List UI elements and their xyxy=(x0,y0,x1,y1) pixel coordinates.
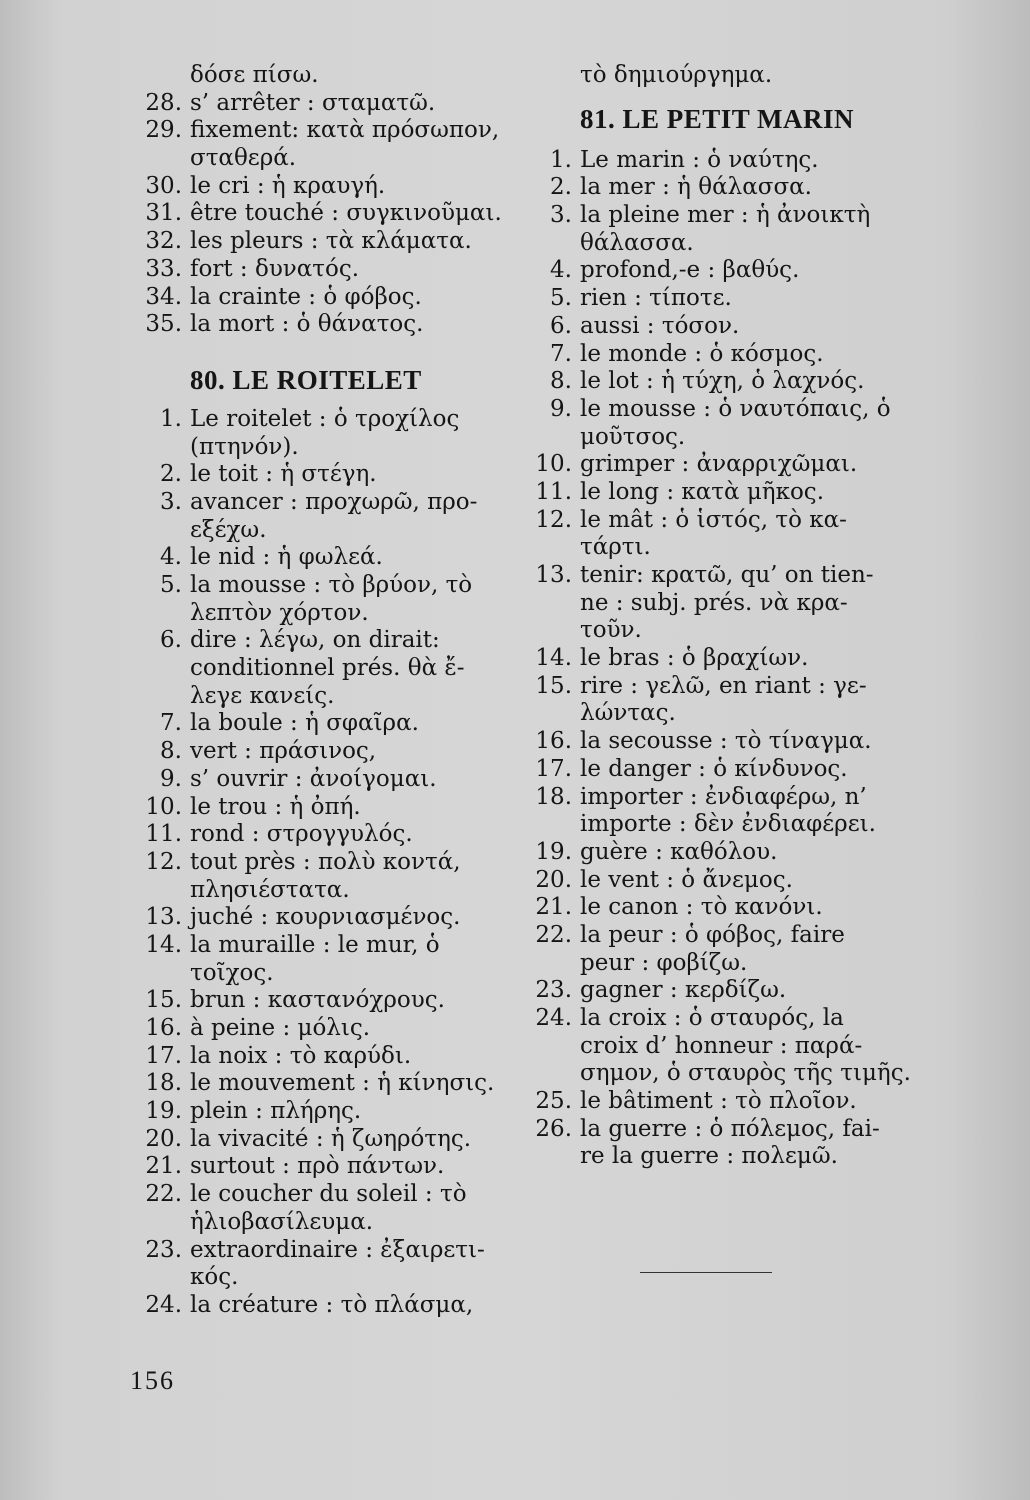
entry-continuation: δόσε πίσω. xyxy=(190,62,319,88)
vocab-line xyxy=(128,627,498,655)
entry-number: 9. xyxy=(160,765,182,792)
entry-number: 33. xyxy=(145,255,182,282)
entry-continuation: λεγε κανείς. xyxy=(190,682,335,709)
entry-text: le monde : ὁ κόσμος. xyxy=(580,340,824,367)
entry-text: la mort : ὁ θάνατος. xyxy=(190,311,424,338)
left-column xyxy=(128,62,502,1320)
vocab-line xyxy=(518,424,888,452)
entry-text: vert : πράσινος, xyxy=(190,738,377,765)
vocab-line xyxy=(128,960,498,988)
entry-continuation: croix d’ honneur : παρά- xyxy=(580,1032,863,1059)
entry-number: 1. xyxy=(550,146,572,173)
vocab-line xyxy=(128,145,498,173)
entry-text: surtout : πρὸ πάντων. xyxy=(190,1153,445,1180)
entry-number: 1. xyxy=(160,405,182,432)
entry-text: être touché : συγκινοῦμαι. xyxy=(190,200,502,227)
vocab-line xyxy=(128,228,498,256)
entry-number: 24. xyxy=(535,1005,572,1031)
vocab-line xyxy=(518,645,888,673)
entry-number: 21. xyxy=(535,894,572,921)
entry-number: 34. xyxy=(145,283,182,310)
vocab-line xyxy=(518,673,888,701)
vocab-line xyxy=(128,877,498,905)
vocab-line xyxy=(128,200,502,228)
vocab-line xyxy=(518,174,888,202)
entry-text: le canon : τὸ κανόνι. xyxy=(580,894,823,921)
entry-number: 12. xyxy=(535,506,572,533)
entry-continuation: εξέχω. xyxy=(190,516,267,543)
entry-text: profond,-e : βαθύς. xyxy=(580,257,800,284)
vocab-line xyxy=(128,90,498,118)
vocab-line xyxy=(518,479,888,507)
entry-number: 24. xyxy=(145,1291,182,1318)
entry-continuation: σημον, ὁ σταυρὸς τῆς τιμῆς. xyxy=(580,1060,911,1087)
vocab-line xyxy=(128,544,498,572)
entry-text: le lot : ἡ τύχη, ὁ λαχνός. xyxy=(580,368,865,395)
entry-text: la muraille : le mur, ὁ xyxy=(190,931,440,958)
entry-text: Le roitelet : ὁ τροχίλος xyxy=(190,405,460,432)
entry-text: fixement: κατὰ πρόσωπον, xyxy=(190,117,500,144)
vocab-line xyxy=(518,756,888,784)
entry-text: le bâtiment : τὸ πλοῖον. xyxy=(580,1088,857,1115)
entry-text: le toit : ἡ στέγη. xyxy=(190,461,377,488)
vocab-line xyxy=(128,1015,498,1043)
entry-number: 18. xyxy=(535,783,572,810)
vocab-list-81 xyxy=(518,146,911,1171)
entry-text: le danger : ὁ κίνδυνος. xyxy=(580,755,848,782)
entry-continuation: τοῖχος. xyxy=(190,959,274,986)
section-heading-80: 80. LE ROITELET xyxy=(190,364,422,395)
vocab-line xyxy=(128,1153,498,1181)
entry-text: aussi : τόσον. xyxy=(580,312,740,339)
entry-number: 17. xyxy=(535,755,572,782)
entry-continuation: τοῦν. xyxy=(580,617,642,644)
vocab-line xyxy=(128,987,498,1015)
entry-text: extraordinaire : ἐξαιρετι- xyxy=(190,1236,485,1263)
vocab-line xyxy=(128,406,498,434)
entry-text: les pleurs : τὰ κλάματα. xyxy=(190,228,472,255)
vocab-line xyxy=(128,572,498,600)
page-number: 156 xyxy=(130,1366,175,1395)
vocab-line xyxy=(128,794,498,822)
vocab-line xyxy=(128,655,498,683)
entry-continuation: μοῦτσος. xyxy=(580,423,686,450)
entry-number: 7. xyxy=(550,340,572,367)
entry-number: 2. xyxy=(160,461,182,488)
entry-text: la créature : τὸ πλάσμα, xyxy=(190,1291,474,1318)
vocab-line xyxy=(128,62,498,90)
entry-text: le long : κατὰ μῆκος. xyxy=(580,478,825,505)
entry-continuation: πλησιέστατα. xyxy=(190,876,350,903)
entry-text: la crainte : ὁ φόβος. xyxy=(190,283,422,310)
entry-number: 30. xyxy=(145,172,182,199)
vocab-line xyxy=(518,230,888,258)
entry-text: tout près : πολὺ κοντά, xyxy=(190,848,461,875)
entry-number: 23. xyxy=(145,1236,182,1263)
entry-number: 16. xyxy=(535,728,572,755)
entry-number: 15. xyxy=(535,672,572,699)
entry-text: rond : στρογγυλός. xyxy=(190,821,413,848)
entry-number: 35. xyxy=(145,311,182,338)
entry-text: le vent : ὁ ἄνεμος. xyxy=(580,866,793,893)
entry-text: la guerre : ὁ πόλεμος, fai- xyxy=(580,1115,880,1142)
entry-text: rire : γελῶ, en riant : γε- xyxy=(580,672,867,699)
entry-number: 5. xyxy=(550,285,572,312)
entry-continuation: λώντας. xyxy=(580,700,676,727)
vocab-line xyxy=(128,1098,498,1126)
vocab-line xyxy=(128,738,498,766)
entry-text: fort : δυνατός. xyxy=(190,255,360,282)
entry-text: à peine : μόλις. xyxy=(190,1015,371,1041)
entry-number: 4. xyxy=(550,257,572,284)
vocab-line xyxy=(128,600,498,628)
entry-number: 10. xyxy=(145,793,182,820)
vocab-line xyxy=(518,1033,888,1061)
entry-text: rien : τίποτε. xyxy=(580,285,732,312)
entry-number: 21. xyxy=(145,1153,182,1180)
entry-continuation: σταθερά. xyxy=(190,145,297,172)
entry-continuation: conditionnel prés. θὰ ἔ- xyxy=(190,655,465,682)
entry-continuation: re la guerre : πολεμῶ. xyxy=(580,1143,838,1170)
vocab-line xyxy=(128,1237,498,1265)
entry-number: 10. xyxy=(535,451,572,478)
vocab-line xyxy=(128,461,498,489)
entry-number: 31. xyxy=(145,200,182,227)
section-heading-81: 81. LE PETIT MARIN xyxy=(580,103,855,134)
entry-text: gagner : κερδίζω. xyxy=(580,977,787,1004)
vocab-line xyxy=(128,311,498,339)
entry-number: 11. xyxy=(145,821,182,848)
vocab-line xyxy=(518,1060,911,1088)
entry-number: 29. xyxy=(145,117,182,144)
entry-text: le bras : ὁ βραχίων. xyxy=(580,645,809,672)
entry-number: 3. xyxy=(550,202,572,229)
entry-number: 20. xyxy=(535,866,572,893)
vocab-line xyxy=(128,117,498,145)
entry-number: 12. xyxy=(145,848,182,875)
vocab-line xyxy=(518,894,888,922)
vocab-line xyxy=(128,256,498,284)
entry-continuation: (πτηνόν). xyxy=(190,433,299,460)
vocab-list-79-end xyxy=(128,62,502,339)
entry-text: la boule : ἡ σφαῖρα. xyxy=(190,710,419,737)
vocab-line xyxy=(518,368,888,396)
entry-text: le trou : ἡ ὀπή. xyxy=(190,793,361,820)
vocab-line xyxy=(128,1181,498,1209)
vocab-line xyxy=(128,434,498,462)
vocab-line xyxy=(518,700,888,728)
vocab-line xyxy=(518,451,888,479)
vocab-line xyxy=(128,173,498,201)
entry-text: avancer : προχωρῶ, προ- xyxy=(190,488,478,515)
vocab-line xyxy=(128,904,498,932)
entry-number: 28. xyxy=(145,89,182,116)
entry-number: 3. xyxy=(160,488,182,515)
entry-text: tenir: κρατῶ, qu’ on tien- xyxy=(580,562,874,588)
vocab-line xyxy=(518,534,888,562)
entry-continuation: θάλασσα. xyxy=(580,229,694,256)
vocab-line xyxy=(518,313,888,341)
entry-text: le mouvement : ἡ κίνησις. xyxy=(190,1070,495,1097)
vocab-line xyxy=(518,922,888,950)
entry-number: 23. xyxy=(535,977,572,1004)
entry-text: guère : καθόλου. xyxy=(580,838,778,865)
vocab-line xyxy=(128,1264,498,1292)
entry-number: 13. xyxy=(145,904,182,931)
vocab-line xyxy=(518,285,888,313)
entry-text: la pleine mer : ἡ ἀνοικτὴ xyxy=(580,202,871,229)
entry-number: 22. xyxy=(145,1181,182,1208)
vocab-line xyxy=(518,1088,888,1116)
entry-number: 19. xyxy=(145,1098,182,1125)
entry-text: juché : κουρνιασμένος. xyxy=(190,904,461,931)
entry-text: le coucher du soleil : τὸ xyxy=(190,1181,467,1208)
vocab-line xyxy=(128,1126,498,1154)
vocab-line xyxy=(128,683,498,711)
entry-number: 20. xyxy=(145,1125,182,1152)
entry-text: la vivacité : ἡ ζωηρότης. xyxy=(190,1125,472,1152)
entry-number: 32. xyxy=(145,228,182,255)
entry-number: 2. xyxy=(550,174,572,201)
vocab-line xyxy=(518,950,888,978)
vocab-line xyxy=(518,507,888,535)
vocab-line xyxy=(128,766,498,794)
entry-number: 14. xyxy=(535,645,572,672)
entry-number: 7. xyxy=(160,710,182,737)
entry-text: importer : ἐνδιαφέρω, n’ xyxy=(580,783,867,810)
entry-text: s’ ouvrir : ἀνοίγομαι. xyxy=(190,765,437,792)
vocab-line xyxy=(128,821,498,849)
entry-text: la mer : ἡ θάλασσα. xyxy=(580,174,812,201)
vocab-line xyxy=(518,1143,888,1171)
entry-text: la peur : ὁ φόβος, faire xyxy=(580,921,845,948)
vocab-line xyxy=(518,1005,888,1033)
vocab-line xyxy=(128,849,498,877)
vocab-list-80-end xyxy=(518,62,888,90)
entry-number: 8. xyxy=(550,368,572,395)
vocab-line xyxy=(518,395,891,424)
vocab-line xyxy=(518,62,888,90)
entry-continuation: λεπτὸν χόρτον. xyxy=(190,599,369,626)
entry-text: la mousse : τὸ βρύον, τὸ xyxy=(190,572,473,598)
vocab-line xyxy=(518,257,888,285)
entry-number: 14. xyxy=(145,931,182,958)
entry-continuation: importe : δὲν ἐνδιαφέρει. xyxy=(580,811,876,838)
entry-text: Le marin : ὁ ναύτης. xyxy=(580,146,819,173)
entry-number: 6. xyxy=(550,312,572,339)
vocab-line xyxy=(128,1070,498,1098)
right-column xyxy=(518,62,911,1171)
vocab-list-80 xyxy=(128,406,498,1320)
entry-text: le mât : ὁ ἱστός, τὸ κα- xyxy=(580,506,847,533)
vocab-line xyxy=(518,728,888,756)
entry-continuation: peur : φοβίζω. xyxy=(580,949,748,976)
entry-number: 19. xyxy=(535,838,572,865)
entry-text: la croix : ὁ σταυρός, la xyxy=(580,1005,844,1031)
entry-number: 17. xyxy=(145,1042,182,1069)
vocab-line xyxy=(128,489,498,517)
entry-number: 25. xyxy=(535,1088,572,1115)
entry-number: 15. xyxy=(145,987,182,1014)
vocab-line xyxy=(128,1292,498,1320)
entry-number: 9. xyxy=(550,395,572,422)
entry-text: le cri : ἡ κραυγή. xyxy=(190,172,386,199)
entry-number: 8. xyxy=(160,738,182,765)
entry-number: 16. xyxy=(145,1015,182,1041)
section-end-rule xyxy=(640,1272,772,1273)
vocab-line xyxy=(518,147,888,175)
entry-text: s’ arrêter : σταματῶ. xyxy=(190,89,436,116)
entry-text: plein : πλήρης. xyxy=(190,1098,362,1125)
vocab-line xyxy=(518,562,888,590)
vocab-line xyxy=(518,811,888,839)
entry-continuation: ἡλιοβασίλευμα. xyxy=(190,1208,374,1235)
entry-continuation: ne : subj. prés. νὰ κρα- xyxy=(580,589,848,616)
vocab-line xyxy=(518,839,888,867)
vocab-line xyxy=(518,784,888,812)
entry-number: 26. xyxy=(535,1115,572,1142)
entry-text: dire : λέγω, on dirait: xyxy=(190,627,440,654)
vocab-line xyxy=(518,977,888,1005)
entry-text: la noix : τὸ καρύδι. xyxy=(190,1042,412,1069)
entry-number: 5. xyxy=(160,572,182,598)
entry-number: 4. xyxy=(160,544,182,571)
entry-continuation: τάρτι. xyxy=(580,534,651,561)
vocab-line xyxy=(128,710,498,738)
vocab-line xyxy=(518,202,888,230)
vocab-line xyxy=(128,284,498,312)
entry-text: le mousse : ὁ ναυτόπαις, ὁ xyxy=(580,395,891,422)
entry-continuation: τὸ δημιούργημα. xyxy=(580,62,773,88)
vocab-line xyxy=(518,341,888,369)
entry-text: brun : καστανόχρους. xyxy=(190,987,445,1014)
entry-text: la secousse : τὸ τίναγμα. xyxy=(580,728,872,755)
entry-number: 18. xyxy=(145,1070,182,1097)
vocab-line xyxy=(128,517,498,545)
entry-number: 6. xyxy=(160,627,182,654)
vocab-line xyxy=(518,617,888,645)
vocab-line xyxy=(518,590,888,618)
vocab-line xyxy=(518,1116,888,1144)
entry-text: grimper : ἀναρριχῶμαι. xyxy=(580,451,858,478)
entry-number: 11. xyxy=(535,478,572,505)
entry-number: 13. xyxy=(535,562,572,588)
vocab-line xyxy=(128,1043,498,1071)
entry-text: le nid : ἡ φωλεά. xyxy=(190,544,383,571)
vocab-line xyxy=(128,1209,498,1237)
vocab-line xyxy=(518,867,888,895)
vocab-line xyxy=(128,932,498,960)
entry-number: 22. xyxy=(535,921,572,948)
entry-continuation: κός. xyxy=(190,1264,239,1291)
